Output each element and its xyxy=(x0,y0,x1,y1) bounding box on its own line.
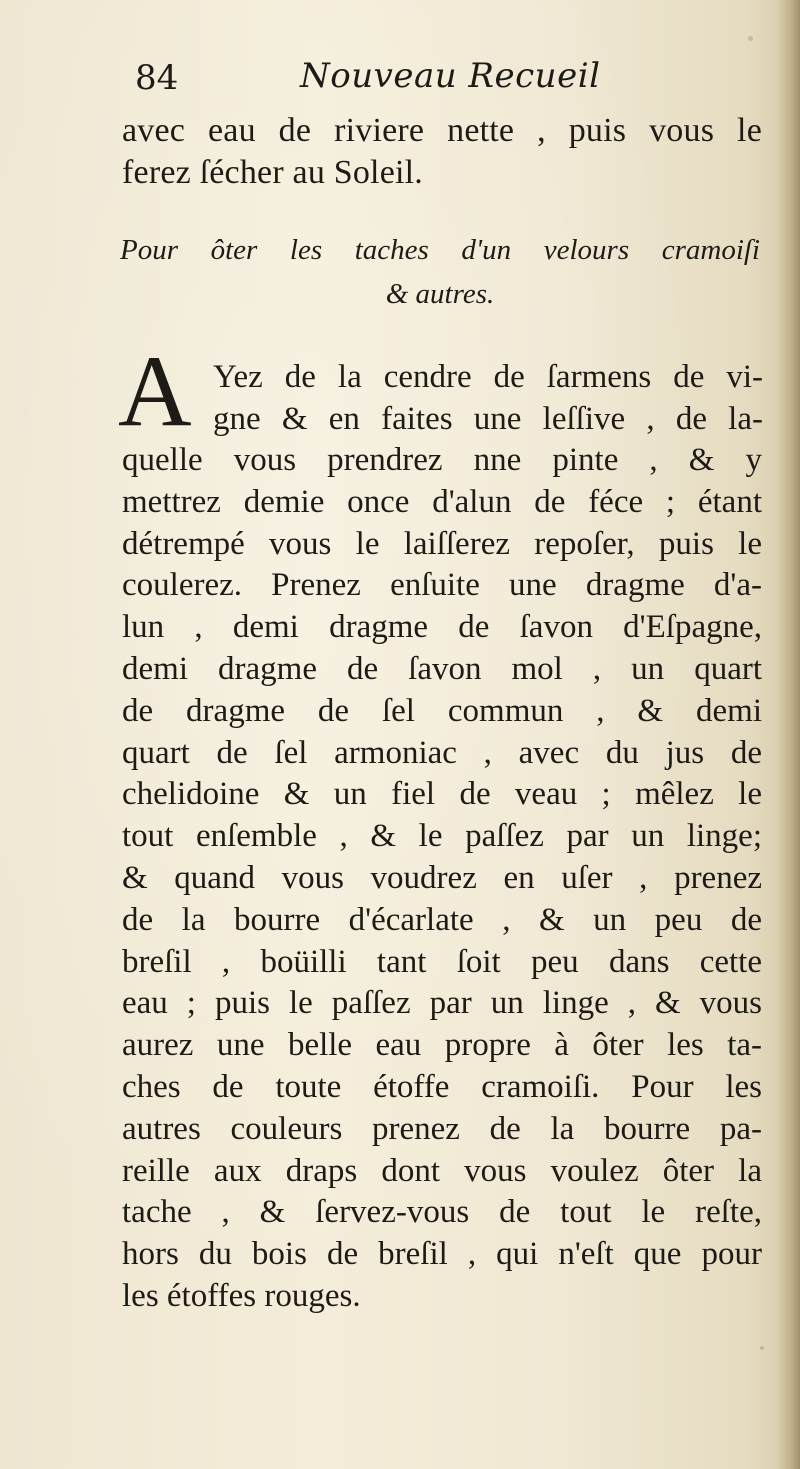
paragraph-body xyxy=(122,440,762,1318)
paper-spot xyxy=(748,36,753,41)
text-line: breſil , boüilli tant ſoit peu dans cette xyxy=(122,943,762,980)
text-line: chelidoine & un fiel de veau ; mêlez le xyxy=(122,776,762,813)
paragraph-opening xyxy=(213,356,763,440)
page-edge-shadow xyxy=(776,0,800,1469)
text-line: autres couleurs prenez de la bourre pa- xyxy=(122,1110,762,1147)
text-line: Yez de la cendre de ſarmens de vi- xyxy=(213,359,763,395)
text-line: coulerez. Prenez enſuite une dragme d'a- xyxy=(122,567,762,604)
text-line: détrempé vous le laiſſerez repoſer, puis le xyxy=(122,525,762,562)
text-line: quart de ſel armoniac , avec du jus de xyxy=(122,734,762,771)
text-line: ferez ſécher au Soleil. xyxy=(122,154,423,191)
text-line: avec eau de riviere nette , puis vous le xyxy=(122,112,762,149)
text-line: demi dragme de ſavon mol , un quart xyxy=(122,650,762,687)
section-title-line: Pour ôter les taches d'un velours cramoiſi xyxy=(120,234,760,266)
continued-text xyxy=(122,110,762,194)
text-line: lun , demi dragme de ſavon d'Eſpagne, xyxy=(122,609,762,646)
page-number: 84 xyxy=(135,58,179,98)
section-title xyxy=(120,228,760,316)
text-line: de la bourre d'écarlate , & un peu de xyxy=(122,901,762,938)
text-line: gne & en faites une leſſive , de la- xyxy=(213,401,763,437)
text-line: eau ; puis le paſſez par un linge , & vous xyxy=(122,985,762,1022)
page-header xyxy=(0,50,800,112)
paper-spot xyxy=(760,1346,764,1350)
text-line: aurez une belle eau propre à ôter les ta- xyxy=(122,1027,762,1064)
text-line: mettrez demie once d'alun de féce ; étant xyxy=(122,483,762,520)
text-line: tache , & ſervez-vous de tout le reſte, xyxy=(122,1194,762,1231)
text-line: de dragme de ſel commun , & demi xyxy=(122,692,762,729)
text-line: reille aux draps dont vous voulez ôter la xyxy=(122,1152,762,1189)
text-line: les étoffes rouges. xyxy=(122,1277,361,1314)
drop-cap: A xyxy=(118,335,192,448)
text-line: & quand vous voudrez en uſer , prenez xyxy=(122,859,762,896)
text-line: quelle vous prendrez nne pinte , & y xyxy=(122,442,762,478)
text-line: ches de toute étoffe cramoiſi. Pour les xyxy=(122,1068,762,1105)
text-line: hors du bois de breſil , qui n'eſt que pour xyxy=(122,1236,762,1273)
section-title-line: & autres. xyxy=(385,278,495,310)
running-title: Nouveau Recueil xyxy=(300,56,601,96)
text-line: tout enſemble , & le paſſez par un linge; xyxy=(122,818,762,855)
